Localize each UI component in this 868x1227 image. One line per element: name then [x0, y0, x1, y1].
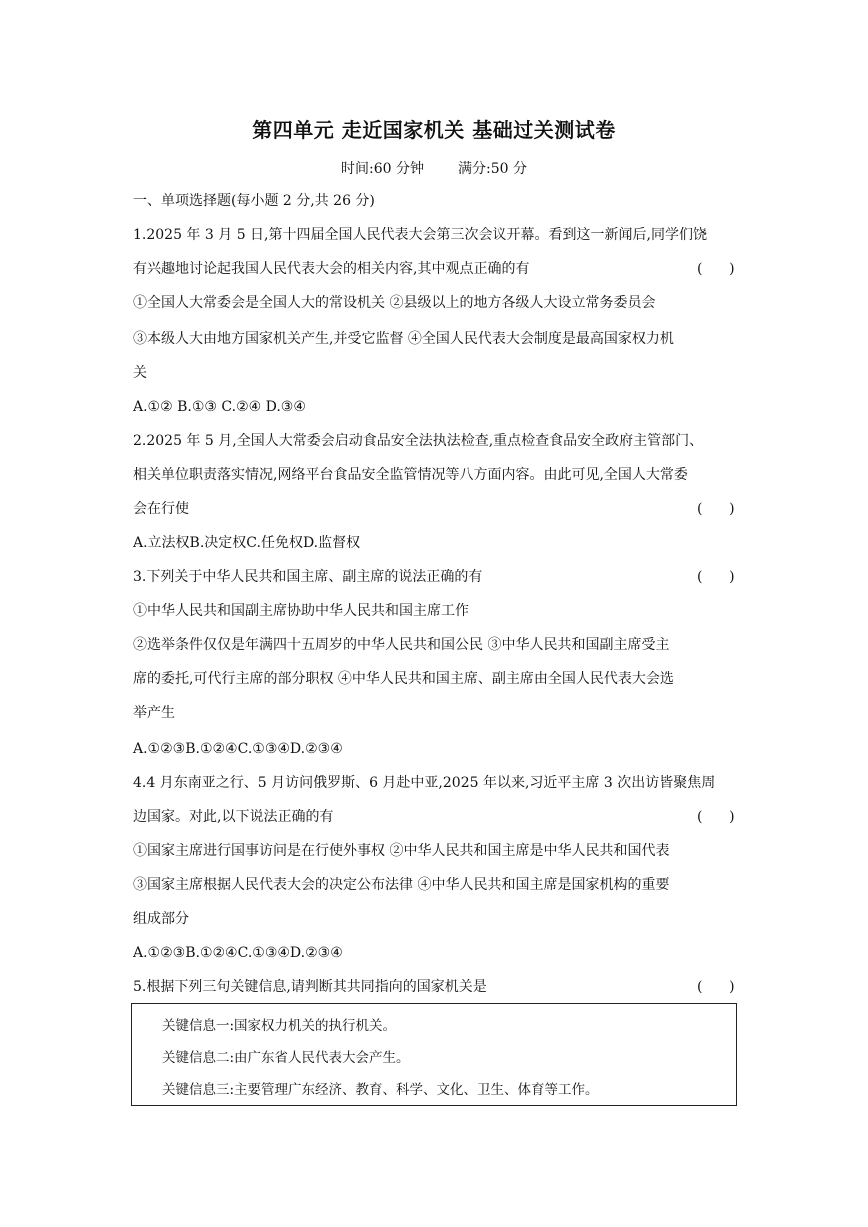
exam-time: 时间:60 分钟: [341, 161, 424, 177]
question-2-line-3: 会在行使: [133, 501, 189, 517]
question-3-options: A.①②③B.①②④C.①③④D.②③④: [133, 741, 343, 757]
question-4-line-2: 边国家。对此,以下说法正确的有: [133, 809, 334, 825]
question-4-options: A.①②③B.①②④C.①③④D.②③④: [133, 945, 343, 961]
question-1-statement-3: 关: [133, 365, 147, 381]
question-3-line-1: 3.下列关于中华人民共和国主席、副主席的说法正确的有: [133, 569, 483, 585]
question-2-line-1: 2.2025 年 5 月,全国人大常委会启动食品安全法执法检查,重点检查食品安全政府主管部门、: [133, 433, 704, 449]
question-2-answer-blank[interactable]: ( ): [697, 501, 735, 517]
key-info-1: 关键信息一:国家权力机关的执行机关。: [162, 1018, 397, 1034]
question-1-statement-2: ③本级人大由地方国家机关产生,并受它监督 ④全国人民代表大会制度是最高国家权力机: [133, 331, 674, 347]
question-1-line-1: 1.2025 年 3 月 5 日,第十四届全国人民代表大会第三次会议开幕。看到这一新闻后,同学们饶: [133, 227, 707, 243]
question-2-line-2: 相关单位职责落实情况,网络平台食品安全监管情况等八方面内容。由此可见,全国人大常委: [133, 467, 688, 483]
key-info-2: 关键信息二:由广东省人民代表大会产生。: [162, 1050, 410, 1066]
exam-meta: [0, 158, 868, 178]
question-1-line-2: 有兴趣地讨论起我国人民代表大会的相关内容,其中观点正确的有: [133, 261, 530, 277]
key-info-box: [131, 1003, 737, 1106]
question-3-statement-1: ①中华人民共和国副主席协助中华人民共和国主席工作: [133, 603, 469, 619]
question-1-answer-blank[interactable]: ( ): [697, 261, 735, 277]
question-4-statement-1: ①国家主席进行国事访问是在行使外事权 ②中华人民共和国主席是中华人民共和国代表: [133, 843, 670, 859]
question-4-line-1: 4.4 月东南亚之行、5 月访问俄罗斯、6 月赴中亚,2025 年以来,习近平主席 3 次出访皆聚焦周: [133, 775, 716, 791]
question-3-statement-4: 举产生: [133, 705, 175, 721]
exam-score: 满分:50 分: [458, 161, 527, 177]
question-4-answer-blank[interactable]: ( ): [697, 809, 735, 825]
page-title: 第四单元 走近国家机关 基础过关测试卷: [252, 118, 616, 142]
question-3-statement-2: ②选举条件仅仅是年满四十五周岁的中华人民共和国公民 ③中华人民共和国副主席受主: [133, 637, 670, 653]
question-2-options: A.立法权B.决定权C.任免权D.监督权: [133, 535, 361, 551]
question-5-answer-blank[interactable]: ( ): [697, 979, 735, 995]
question-1-statement-1: ①全国人大常委会是全国人大的常设机关 ②县级以上的地方各级人大设立常务委员会: [133, 295, 656, 311]
question-4-statement-2: ③国家主席根据人民代表大会的决定公布法律 ④中华人民共和国主席是国家机构的重要: [133, 877, 670, 893]
question-3-answer-blank[interactable]: ( ): [697, 569, 735, 585]
section-heading: 一、单项选择题(每小题 2 分,共 26 分): [133, 193, 375, 209]
question-5-line-1: 5.根据下列三句关键信息,请判断其共同指向的国家机关是: [133, 979, 487, 995]
key-info-3: 关键信息三:主要管理广东经济、教育、科学、文化、卫生、体育等工作。: [162, 1082, 599, 1098]
question-4-statement-3: 组成部分: [133, 911, 189, 927]
question-3-statement-3: 席的委托,可代行主席的部分职权 ④中华人民共和国主席、副主席由全国人民代表大会选: [133, 671, 674, 687]
question-1-options: A.①② B.①③ C.②④ D.③④: [133, 399, 306, 415]
